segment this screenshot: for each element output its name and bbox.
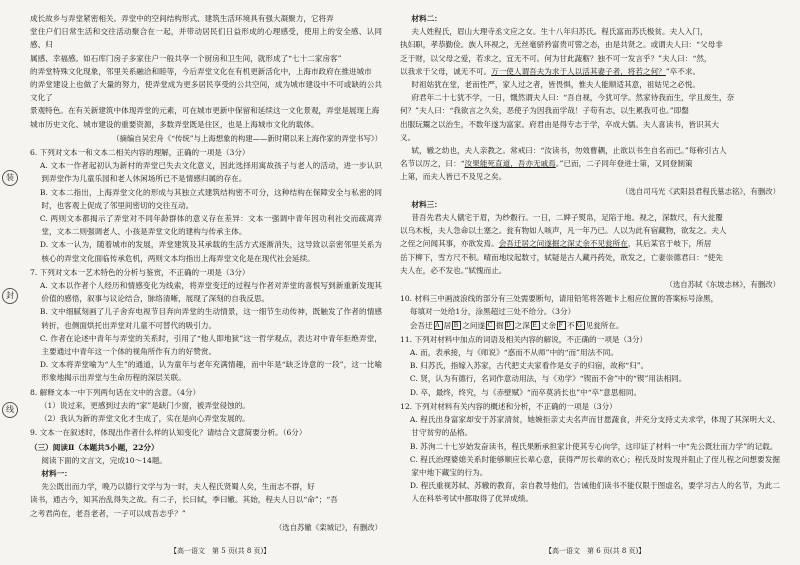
- option-12a: A. 程氏出身富家却安于苏家清贫，她婉拒亲丈夫名声而甘愿蔬食，并充分支持丈夫求学，体现了其深明大义、甘守贫穷的品格。: [409, 415, 780, 438]
- option-12d: D. 程氏重视苏轼、苏辙的教育，亲自教导他们，告诫他们读书不能仅限于图虚名，要学习古人的名节，为此二人在科举考试中都取得了优异成绩。: [409, 481, 780, 504]
- material-line: 之考君尚在，老吾老者，一子可以成吾志乎？”: [30, 508, 186, 518]
- text-span: ”卒不求。: [665, 66, 701, 76]
- text-span: 之深: [514, 320, 530, 330]
- question-10-stem: 10. 材料三中画波浪线的部分有三处需要断句，请用铅笔将答题卡上相应位置的答案标号涂黑，: [400, 294, 719, 304]
- option-7c: C. 作者在论述中青年与弄堂的关系时，引用了“他人即地狱”这一哲学观点，表达对中青年拒绝弄堂，主要通过中青年这一个体的视角所作有力的好赞赏。: [39, 333, 382, 357]
- material-line: 以乌木板，夫人急命以土塞之。瓮有物如人咳声，凡一年乃已。人以为此有宿藏物，欲发之。夫人: [400, 226, 727, 236]
- text-span: 。”已而，二子同年登进士第，又同登制策: [555, 159, 693, 169]
- option-7d: D. 文本将弄堂喻为“人生”的通道，认为童年与老年充满情趣，而中年是“缺乏诗意的一段”，这一比喻形象地揭示出弄堂与生命历程的深层关联。: [39, 360, 382, 383]
- text-span: 丈余: [540, 320, 556, 330]
- passage-line: 堂住户们日常生活和交往活动聚合在一起，并带动居民们日益形成的心理感受，使用上的安全感、认同感、归: [30, 27, 382, 50]
- option-7b: B. 文中细腻刻画了儿子舍弃电视节目奔向弄堂的生动情景，这一细节生动传神，既触发了作者的情感转折，也侧面烘托出弄堂对儿童不可替代的吸引力。: [39, 307, 382, 330]
- text-span: 不: [567, 320, 575, 330]
- source-note: （摘编自吴宏舟《“传统”与上海想象的构建——新时期以来上海作家的弄堂书写》）: [112, 133, 382, 143]
- passage-line: 的弄堂特殊文化现象，邻里关系融洽和睦等，今后弄堂文化在有机更新活化中，上海市政府在推进城市: [30, 66, 372, 76]
- right-column: [400, 12, 780, 506]
- material-line: 出服玩鬻之以治生，不数年遂为富家。府君由是得专志于学，卒成大儒。夫人喜读书，皆识其大: [400, 119, 719, 129]
- binding-label: 装: [2, 170, 18, 186]
- material-line: 府君年二十七犹不学，一日，慨然谓夫人曰：“吾自视，今犹可学。然家待我而生，学且废生，奈: [411, 93, 735, 103]
- choice-box: D: [505, 321, 514, 330]
- passage-line: 成长故乡与弄堂紧密相关。弄堂中的空间结构形式、建筑生活环境具有强大凝聚力，它将弄: [30, 14, 334, 23]
- option-7a: A. 文本以作者个人经历和情感变化为线索，将弄堂变迁的过程与作者对弄堂的喜恨写到新重新发现其价值的感悟，叙事与议论结合，脉络清晰，展现了深刻的自我反思。: [39, 281, 382, 304]
- binding-label: 封: [2, 288, 18, 304]
- option-11d: D. 卒，最终，终究，与《赤壁赋》“而卒莫消长也”中“卒”意思相同。: [409, 387, 642, 397]
- text-span: ，其后某官于岐下，所居: [627, 239, 712, 249]
- page-footer: 【高一语文 第 6 页(共 8 页)】: [545, 547, 646, 555]
- material-line: 时祖姑犹在堂，老而性严，家人过之者，皆畏惧，惟夫人能顺适其意，祖姑见之必悦。: [411, 80, 700, 90]
- source-note: （选自苏辙《栾城记》，有删改）: [274, 522, 382, 532]
- option-6b: B. 文本二指出，上海弄堂文化的形成与其独立式建筑结构密不可分，这种结构在保障安全与私密的同时，也客观上促成了邻里间密切的交往互动。: [39, 187, 382, 210]
- choice-box: A: [434, 321, 443, 330]
- material-title: 材料一：: [41, 468, 72, 478]
- material-line: 乏于财，以父母之爱，若求之，宜无不可。何为甘此蔬粝？独不可一发言乎？”夫人曰：“然，: [400, 53, 712, 63]
- question-8-item: （2）我认为新的弄堂文化才生成了，实在是向心弄堂发展的。: [39, 414, 250, 424]
- question-12-stem: 12. 下列对材料有关内容的概述和分析，不正确的一项是（3分）: [400, 401, 617, 411]
- choice-box: E: [531, 321, 540, 330]
- binding-label: 线: [2, 402, 18, 418]
- page-footer: 【高一语文 第 5 页(共 8 页)】: [170, 547, 271, 555]
- material-title: 材料二：: [411, 14, 442, 23]
- passage-line: 属感、幸福感。如石库门房子多家住户一般共享一个厨房和卫生间，就形成了“七十二家房客”: [30, 53, 342, 63]
- left-column: [30, 12, 382, 534]
- text-span: 之侄之问闻其事，亦欲发焉。: [400, 239, 499, 249]
- text-span: 之问遂: [462, 320, 486, 330]
- material-line: 昔吾先君夫人僦宅于眉，为纱縠行。一日，二婢子熨帛，足陷于地。视之，深数尺，有大瓮覆: [411, 213, 723, 223]
- question-8-stem: 8. 解释文本一中下列两句话在文中的含意。（4分）: [30, 387, 201, 397]
- punctuation-choices: [400, 319, 780, 332]
- choice-box: B: [452, 321, 461, 330]
- material-line: 岳下柳下，雪方尺不积。晴而地坟起数寸，轼疑是古人藏丹药处，欲发之，亡妻崇德君曰：“使先: [400, 252, 723, 262]
- binding-margin: [0, 0, 22, 565]
- section-heading: （三）阅读Ⅱ（本题共5小题，22分）: [30, 442, 159, 452]
- question-9: 9. 文本一在叙述时，体现出作者什么样的认知变化？请结合文意简要分析。（6分）: [30, 428, 307, 438]
- text-span: 掘: [496, 320, 504, 330]
- source-note: （选自司马光《武阳县君程氏墓志铭》，有删改）: [621, 186, 780, 196]
- passage-line: 城市历史文化、城市建设的重要资源，多数弄堂既是住区，也是上海城市文化的载体。: [30, 119, 319, 129]
- text-span: 见: [585, 320, 594, 330]
- material-line: 执妇职，孝恭勤俭。族人环视之，无丝毫骄矜富贵可訾之态，由是共贤之。或谓夫人曰：“父母非: [400, 40, 723, 50]
- text-span: 会吾迁: [409, 320, 433, 330]
- question-7-stem: 7. 下列对文本一艺术特色的分析与鉴赏，不正确的一项是（3分）: [30, 267, 250, 277]
- question-8-item: （1）说过来，更感到过去的“家”是缺门少窗，被弄堂侵蚀的。: [39, 400, 250, 410]
- material-line: 轼，辙之幼也，夫人亲教之。常戒曰：“汝读书，勿效曹耦，止欲以书生自名而已。”每称引古人: [411, 146, 727, 156]
- option-11a: A. 而，表承接，与《师说》“惑而不从师”中的“而”用法不同。: [409, 348, 618, 358]
- material-line: [400, 237, 780, 250]
- section-instruction: 阅读下面的文言文，完成10～14题。: [41, 455, 168, 465]
- passage-line: 景观特色。在有关新建筑中体现弄堂的元素，可在城市更新中保留和延续这一文化景观，弄堂是展现上海: [30, 106, 380, 116]
- material-line: 上第，而夫人皆已不及见之矣。: [400, 172, 507, 182]
- underlined-text: 万一使人谓吾夫为求于人以活其妻子者，将若之何？: [491, 66, 666, 76]
- source-note: （选自苏轼《东坡志林》，有删改）: [665, 280, 780, 290]
- question-11-stem: 11. 下列对材料中加点的词语及相关内容的解说，不正确的一项是（3分）: [400, 334, 648, 344]
- material-line: 何？”夫人曰：“我欲言之久矣，恶使子为因我而学哉！子苟有志，以生累我可也。”即罄: [400, 106, 689, 116]
- text-span: 居: [443, 320, 452, 330]
- question-10-stem: 每填对一处给1分，涂黑超过三处不给分。（3分）: [409, 307, 576, 317]
- option-6a: A. 文本一作者起初认为新村的弄堂已失去文化意义，因此选择用寓故孩子与老人的活动，进一步认识到弄堂作为儿童乐园和老人休闲场所已不是情感归属的存在。: [39, 161, 382, 184]
- material-line: [400, 65, 780, 78]
- material-line: 夫人在，必不发也。”轼愧而止。: [400, 265, 507, 275]
- choice-box: C: [486, 321, 495, 330]
- text-span: 瓮所在。: [593, 320, 624, 330]
- option-12c: C. 程氏治理婆媳关系时能够顺应长辈心意，获得严厉长辈的欢心；程氏及时发现并阻止了侄儿程之问想要发掘家中地下藏宝的行为。: [409, 454, 780, 477]
- underlined-text: 会吾迁居之问遂掘之深丈余不见瓮所在: [498, 239, 628, 249]
- option-12b: B. 苏洵二十七岁始发奋读书，程氏果断承担家计使其专心向学，这印证了材料一中“先公既壮而力学”的记载。: [409, 441, 778, 451]
- material-line: 读书，通古今，知其治乱得失之故。有二子，长曰轼，季曰辙。其始，程夫人日以“命”；“吾: [30, 495, 338, 505]
- option-11c: C. 贤，认为有德行，名词作意动用法，与《劝学》“锲而不舍”中的“锲”用法相同。: [409, 374, 687, 384]
- option-11b: B. 归苏氏，指嫁入苏家，古代把丈夫家看作是女子的归宿，故称“归”。: [409, 361, 649, 371]
- material-line: 先公既出而力学，晚乃以德行文学与为一时，夫人程氏贤蜀人矣，生而志不群，好: [41, 482, 315, 492]
- material-title: 材料三：: [411, 199, 442, 209]
- material-line: 义。: [400, 132, 416, 142]
- material-line: 夫人姓程氏，眉山大理寺丞文应之女。生十八年归苏氏。程氏富而苏氏极贫。夫人入门，: [411, 27, 708, 37]
- text-span: 以我求于父母，诚无不可。: [400, 66, 492, 76]
- passage-line: 的弄堂建设上也做了大量的努力，使弄堂成为更多居民享受的公共空间，成为城市建设中不可或缺的公共文化了: [30, 80, 382, 103]
- question-6-stem: 6. 下列对文本一和文本二相关内容的理解，正确的一项是（3分）: [30, 148, 250, 158]
- material-line: [400, 157, 780, 170]
- option-6d: D. 文本一认为，随着城市的发展，弄堂建筑及其承载的生活方式逐渐消失，这导致以亲密邻里关系为核心的弄堂文化面临传承危机，两则文本均指出上海弄堂文化是在现代社会延续。: [39, 240, 382, 263]
- text-span: 名节以厉之，曰：“: [400, 159, 465, 169]
- option-6c: C. 两则文本都揭示了弄堂对不同年龄群体的意义存在差异：文本一强调中青年因功利社交而疏离弄堂，文本二则强调老人、小孩是弄堂文化的建构与传承主体。: [39, 214, 382, 237]
- choice-box: F: [557, 321, 566, 330]
- choice-box: G: [576, 321, 585, 330]
- underlined-text: 汝果能死直道，吾亦无戚焉: [464, 159, 556, 169]
